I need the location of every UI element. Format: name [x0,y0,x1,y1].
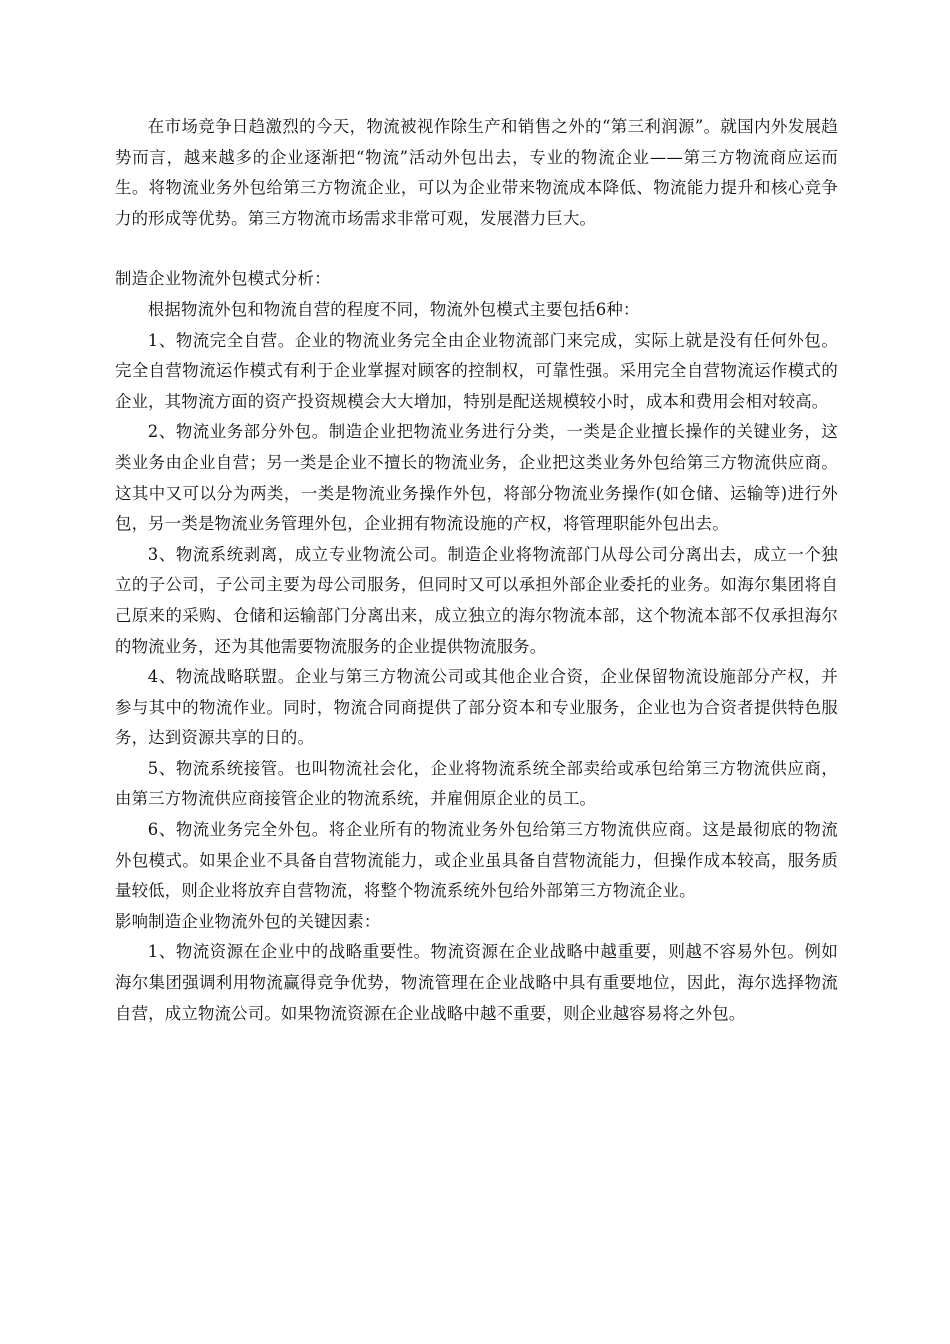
document-page [115,112,838,1029]
section2-heading: 影响制造企业物流外包的关键因素： [115,911,381,931]
intro-paragraph: 在市场竞争日趋激烈的今天，物流被视作除生产和销售之外的“第三利润源”。就国内外发展趋势而言，越来越多的企业逐渐把“物流”活动外包出去，专业的物流企业——第三方物流商应运而生。将物流业务外包给第三方物流企业，可以为企业带来物流成本降低、物流能力提升和核心竞争力的形成等优势。第三方物流市场需求非常可观，发展潜力巨大。 [115,117,838,228]
section1-item-4: 4、物流战略联盟。企业与第三方物流公司或其他企业合资，企业保留物流设施部分产权，并参与其中的物流作业。同时，物流合同商提供了部分资本和专业服务，企业也为合资者提供特色服务，达到资源共享的日的。 [115,667,838,748]
section2-item-1: 1、物流资源在企业中的战略重要性。物流资源在企业战略中越重要，则越不容易外包。例如海尔集团强调利用物流赢得竞争优势，物流管理在企业战略中具有重要地位，因此，海尔选择物流自营，成立物流公司。如果物流资源在企业战略中越不重要，则企业越容易将之外包。 [115,942,838,1023]
section1-heading: 制造企业物流外包模式分析： [115,269,331,289]
section1-item-1: 1、物流完全自营。企业的物流业务完全由企业物流部门来完成，实际上就是没有任何外包。完全自营物流运作模式有利于企业掌握对顾客的控制权，可靠性强。采用完全自营物流运作模式的企业，其物流方面的资产投资规模会大大增加，特别是配送规模较小时，成本和费用会相对较高。 [115,330,838,411]
section1-item-6: 6、物流业务完全外包。将企业所有的物流业务外包给第三方物流供应商。这是最彻底的物流外包模式。如果企业不具备自营物流能力，或企业虽具备自营物流能力，但操作成本较高，服务质量较低，则企业将放弃自营物流，将整个物流系统外包给外部第三方物流企业。 [115,820,838,901]
section1-lead: 根据物流外包和物流自营的程度不同，物流外包模式主要包括6种： [147,299,640,319]
section1-item-2: 2、物流业务部分外包。制造企业把物流业务进行分类，一类是企业擅长操作的关键业务，这类业务由企业自营；另一类是企业不擅长的物流业务，企业把这类业务外包给第三方物流供应商。这其中又可以分为两类，一类是物流业务操作外包，将部分物流业务操作(如仓储、运输等)进行外包，另一类是物流业务管理外包，企业拥有物流设施的产权，将管理职能外包出去。 [115,422,838,534]
section1-item-5: 5、物流系统接管。也叫物流社会化，企业将物流系统全部卖给或承包给第三方物流供应商，由第三方物流供应商接管企业的物流系统，并雇佣原企业的员工。 [115,758,838,809]
section1-item-3: 3、物流系统剥离，成立专业物流公司。制造企业将物流部门从母公司分离出去，成立一个独立的子公司，子公司主要为母公司服务，但同时又可以承担外部企业委托的业务。如海尔集团将自己原来的采购、仓储和运输部门分离出来，成立独立的海尔物流本部，这个物流本部不仅承担海尔的物流业务，还为其他需要物流服务的企业提供物流服务。 [115,544,838,656]
